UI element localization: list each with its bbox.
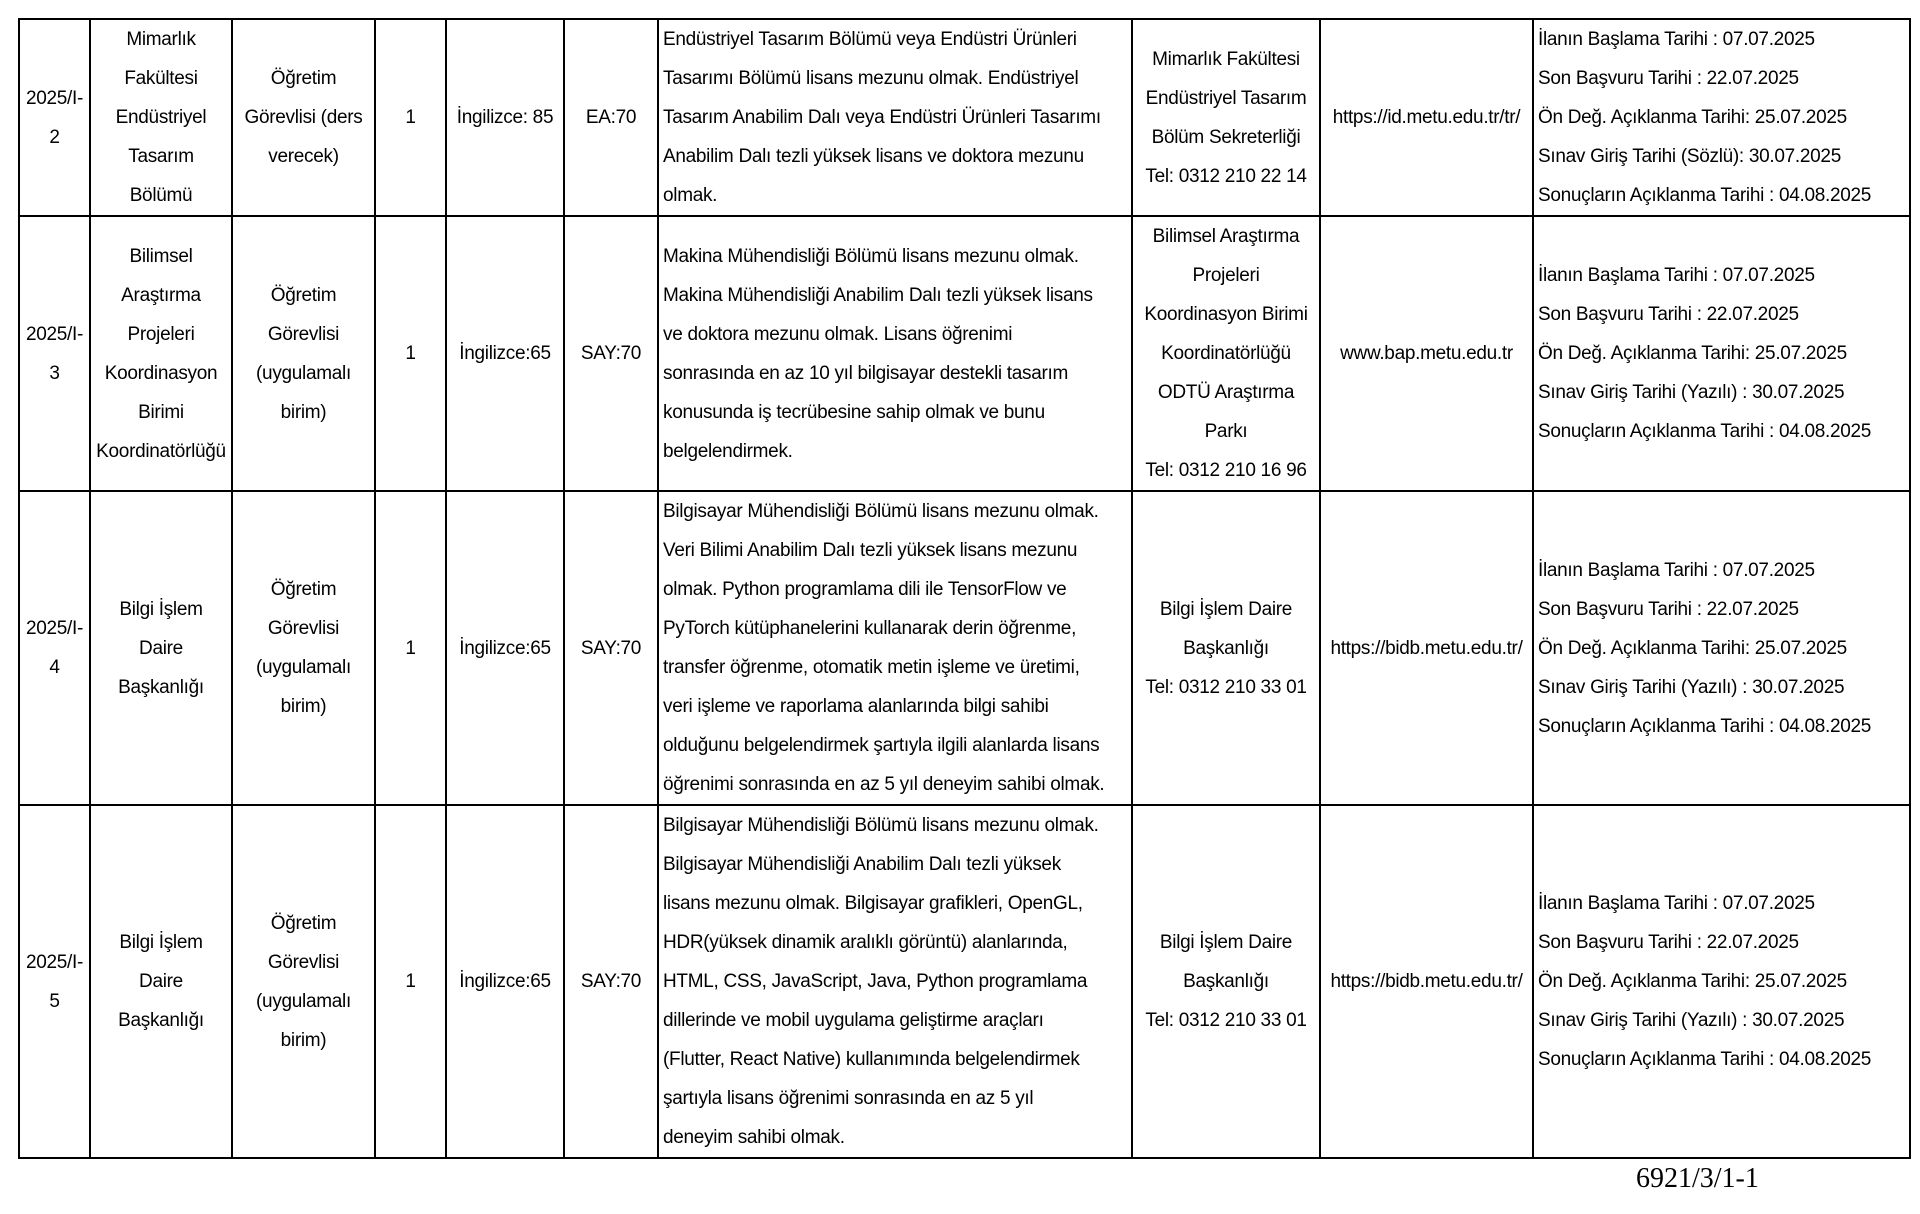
contact-cell [1132, 805, 1320, 1158]
unit-line: Daire [139, 637, 183, 659]
position-title-line: (uygulamalı [256, 990, 351, 1012]
contact-line: Tel: 0312 210 33 01 [1145, 676, 1307, 698]
unit-line: Bölümü [129, 185, 193, 206]
position-title-line: Görevlisi [267, 951, 340, 973]
date-line: Ön Değ. Açıklanma Tarihi: 25.07.2025 [1538, 971, 1847, 992]
requirement-line: olmak. Python programlama dili ile TensorFlow ve [663, 579, 1067, 600]
position-title-line: birim) [280, 1029, 327, 1051]
listing-code-cell [19, 491, 90, 805]
position-count-cell: 1 [375, 216, 446, 491]
requirement-line: öğrenimi sonrasında en az 5 yıl deneyim sahibi olmak. [663, 774, 1105, 795]
requirements-cell [658, 19, 1132, 216]
exam-score-cell: SAY:70 [564, 216, 658, 491]
requirement-line: olmak. [663, 185, 718, 206]
contact-line: Başkanlığı [1183, 637, 1269, 659]
date-line: Ön Değ. Açıklanma Tarihi: 25.07.2025 [1538, 637, 1847, 659]
listing-code-line: 5 [49, 990, 60, 1012]
unit-cell [90, 805, 232, 1158]
unit-line: Projeleri [127, 323, 195, 345]
contact-line: Tel: 0312 210 22 14 [1145, 165, 1307, 187]
contact-cell [1132, 216, 1320, 491]
language-score-cell: İngilizce:65 [446, 805, 564, 1158]
date-line: Sınav Giriş Tarihi (Yazılı) : 30.07.2025 [1538, 1010, 1845, 1031]
page-code: 6921/3/1-1 [1636, 1163, 1759, 1194]
website-cell: https://bidb.metu.edu.tr/ [1320, 491, 1533, 805]
contact-line: Projeleri [1192, 265, 1260, 286]
contact-cell [1132, 491, 1320, 805]
position-title-line: Görevlisi (ders [244, 107, 363, 128]
date-line: İlanın Başlama Tarihi : 07.07.2025 [1538, 893, 1815, 914]
requirement-line: transfer öğrenme, otomatik metin işleme ve üretimi, [663, 657, 1080, 678]
requirement-line: olduğunu belgelendirmek şartıyla ilgili alanlarda lisans [663, 735, 1100, 756]
position-count-cell: 1 [375, 19, 446, 216]
contact-line: Parkı [1204, 421, 1248, 442]
exam-score-cell: EA:70 [564, 19, 658, 216]
listing-code-line: 2025/I- [25, 951, 84, 973]
requirement-line: belgelendirmek. [663, 440, 793, 462]
position-title-line: Öğretim [270, 68, 337, 89]
table-row [19, 216, 1910, 491]
unit-line: Bilimsel [129, 245, 193, 267]
language-score-cell: İngilizce:65 [446, 216, 564, 491]
listing-code-line: 2025/I- [25, 618, 84, 639]
listing-code-cell [19, 805, 90, 1158]
unit-cell [90, 19, 232, 216]
unit-line: Bilgi İşlem [119, 598, 203, 620]
position-title-cell [232, 805, 375, 1158]
date-line: İlanın Başlama Tarihi : 07.07.2025 [1538, 29, 1815, 50]
unit-line: Mimarlık [126, 29, 196, 50]
unit-line: Koordinatörlüğü [96, 440, 226, 462]
date-line: Sonuçların Açıklanma Tarihi : 04.08.2025 [1538, 185, 1872, 206]
date-line: Sınav Giriş Tarihi (Yazılı) : 30.07.2025 [1538, 382, 1845, 403]
language-score-cell: İngilizce: 85 [446, 19, 564, 216]
listing-code-line: 2025/I- [25, 87, 84, 109]
date-line: Son Başvuru Tarihi : 22.07.2025 [1538, 598, 1799, 620]
listing-code-cell [19, 216, 90, 491]
unit-line: Bilgi İşlem [119, 932, 203, 953]
requirement-line: Tasarım Anabilim Dalı veya Endüstri Ürünleri Tasarımı [663, 107, 1101, 128]
requirements-cell [658, 491, 1132, 805]
position-title-line: Görevlisi [267, 618, 340, 639]
unit-line: Birimi [138, 401, 184, 423]
requirement-line: veri işleme ve raporlama alanlarında bilgi sahibi [663, 696, 1049, 717]
contact-line: ODTÜ Araştırma [1157, 382, 1295, 403]
language-score-cell: İngilizce:65 [446, 491, 564, 805]
job-listings-table [18, 18, 1911, 1159]
requirement-line: ve doktora mezunu olmak. Lisans öğrenimi [663, 323, 1013, 345]
unit-line: Koordinasyon [104, 362, 218, 384]
website-cell: www.bap.metu.edu.tr [1320, 216, 1533, 491]
position-count-cell: 1 [375, 805, 446, 1158]
position-title-cell [232, 216, 375, 491]
unit-line: Tasarım [128, 146, 194, 167]
requirement-line: Bilgisayar Mühendisliği Anabilim Dalı tezli yüksek [663, 854, 1061, 875]
position-title-line: Öğretim [270, 284, 337, 306]
listing-code-cell [19, 19, 90, 216]
website-cell: https://bidb.metu.edu.tr/ [1320, 805, 1533, 1158]
date-line: İlanın Başlama Tarihi : 07.07.2025 [1538, 559, 1815, 581]
unit-cell [90, 216, 232, 491]
requirement-line: Bilgisayar Mühendisliği Bölümü lisans mezunu olmak. [663, 815, 1099, 836]
position-title-cell [232, 491, 375, 805]
requirements-cell [658, 216, 1132, 491]
contact-line: Bilimsel Araştırma [1152, 226, 1300, 247]
dates-cell [1533, 19, 1910, 216]
requirement-line: (Flutter, React Native) kullanımında belgelendirmek [663, 1049, 1080, 1070]
unit-line: Başkanlığı [118, 1010, 204, 1031]
listing-code-line: 4 [49, 657, 60, 678]
requirement-line: Veri Bilimi Anabilim Dalı tezli yüksek lisans mezunu [663, 540, 1078, 561]
date-line: Sonuçların Açıklanma Tarihi : 04.08.2025 [1538, 715, 1872, 737]
contact-line: Tel: 0312 210 33 01 [1145, 1010, 1307, 1031]
position-title-line: Öğretim [270, 912, 337, 934]
requirement-line: PyTorch kütüphanelerini kullanarak derin öğrenme, [663, 618, 1077, 639]
table-row [19, 805, 1910, 1158]
requirements-cell [658, 805, 1132, 1158]
requirement-line: konusunda iş tecrübesine sahip olmak ve bunu [663, 401, 1045, 423]
requirement-line: HDR(yüksek dinamik aralıklı görüntü) alanlarında, [663, 932, 1068, 953]
requirement-line: Anabilim Dalı tezli yüksek lisans ve doktora mezunu [663, 146, 1084, 167]
contact-line: Bilgi İşlem Daire [1159, 932, 1293, 953]
date-line: Son Başvuru Tarihi : 22.07.2025 [1538, 932, 1799, 953]
dates-cell [1533, 491, 1910, 805]
contact-line: Koordinatörlüğü [1161, 343, 1291, 364]
date-line: Son Başvuru Tarihi : 22.07.2025 [1538, 68, 1799, 89]
requirement-line: Tasarımı Bölümü lisans mezunu olmak. Endüstriyel [663, 68, 1079, 89]
date-line: Ön Değ. Açıklanma Tarihi: 25.07.2025 [1538, 343, 1847, 364]
job-listings-page [18, 18, 1909, 1159]
dates-cell [1533, 805, 1910, 1158]
requirement-line: Bilgisayar Mühendisliği Bölümü lisans mezunu olmak. [663, 501, 1099, 522]
date-line: Sonuçların Açıklanma Tarihi : 04.08.2025 [1538, 421, 1872, 442]
exam-score-cell: SAY:70 [564, 491, 658, 805]
unit-line: Daire [139, 971, 183, 992]
contact-line: Bölüm Sekreterliği [1151, 126, 1301, 148]
requirement-line: Makina Mühendisliği Bölümü lisans mezunu olmak. [663, 245, 1079, 267]
position-title-line: verecek) [268, 146, 339, 167]
contact-line: Koordinasyon Birimi [1144, 304, 1308, 325]
date-line: İlanın Başlama Tarihi : 07.07.2025 [1538, 265, 1815, 286]
position-title-cell [232, 19, 375, 216]
requirement-line: lisans mezunu olmak. Bilgisayar grafikleri, OpenGL, [663, 893, 1083, 914]
position-title-line: birim) [280, 696, 327, 717]
unit-line: Araştırma [121, 284, 201, 306]
requirement-line: şartıyla lisans öğrenimi sonrasında en az 5 yıl [663, 1088, 1034, 1109]
unit-line: Başkanlığı [118, 676, 204, 698]
requirement-line: dillerinde ve mobil uygulama geliştirme araçları [663, 1010, 1044, 1031]
unit-line: Fakültesi [124, 68, 198, 89]
position-title-line: birim) [280, 401, 327, 423]
date-line: Ön Değ. Açıklanma Tarihi: 25.07.2025 [1538, 107, 1847, 128]
exam-score-cell: SAY:70 [564, 805, 658, 1158]
dates-cell [1533, 216, 1910, 491]
contact-cell [1132, 19, 1320, 216]
date-line: Son Başvuru Tarihi : 22.07.2025 [1538, 304, 1799, 325]
requirement-line: Makina Mühendisliği Anabilim Dalı tezli yüksek lisans [663, 284, 1093, 306]
contact-line: Tel: 0312 210 16 96 [1145, 460, 1307, 481]
requirement-line: deneyim sahibi olmak. [663, 1127, 845, 1148]
requirement-line: HTML, CSS, JavaScript, Java, Python programlama [663, 971, 1088, 992]
requirement-line: sonrasında en az 10 yıl bilgisayar destekli tasarım [663, 362, 1069, 384]
date-line: Sınav Giriş Tarihi (Yazılı) : 30.07.2025 [1538, 676, 1845, 698]
job-listings-body [19, 19, 1910, 1158]
contact-line: Endüstriyel Tasarım [1145, 87, 1307, 109]
position-title-line: Görevlisi [267, 323, 340, 345]
date-line: Sınav Giriş Tarihi (Sözlü): 30.07.2025 [1538, 146, 1841, 167]
date-line: Sonuçların Açıklanma Tarihi : 04.08.2025 [1538, 1049, 1872, 1070]
unit-line: Endüstriyel [115, 107, 207, 128]
position-count-cell: 1 [375, 491, 446, 805]
position-title-line: Öğretim [270, 579, 337, 600]
table-row [19, 19, 1910, 216]
position-title-line: (uygulamalı [256, 657, 351, 678]
contact-line: Başkanlığı [1183, 971, 1269, 992]
website-cell: https://id.metu.edu.tr/tr/ [1320, 19, 1533, 216]
position-title-line: (uygulamalı [256, 362, 351, 384]
requirement-line: Endüstriyel Tasarım Bölümü veya Endüstri Ürünleri [663, 29, 1077, 50]
contact-line: Bilgi İşlem Daire [1159, 598, 1293, 620]
listing-code-line: 3 [49, 362, 60, 384]
listing-code-line: 2025/I- [25, 323, 84, 345]
listing-code-line: 2 [49, 126, 60, 148]
contact-line: Mimarlık Fakültesi [1152, 48, 1300, 70]
table-row [19, 491, 1910, 805]
unit-cell [90, 491, 232, 805]
